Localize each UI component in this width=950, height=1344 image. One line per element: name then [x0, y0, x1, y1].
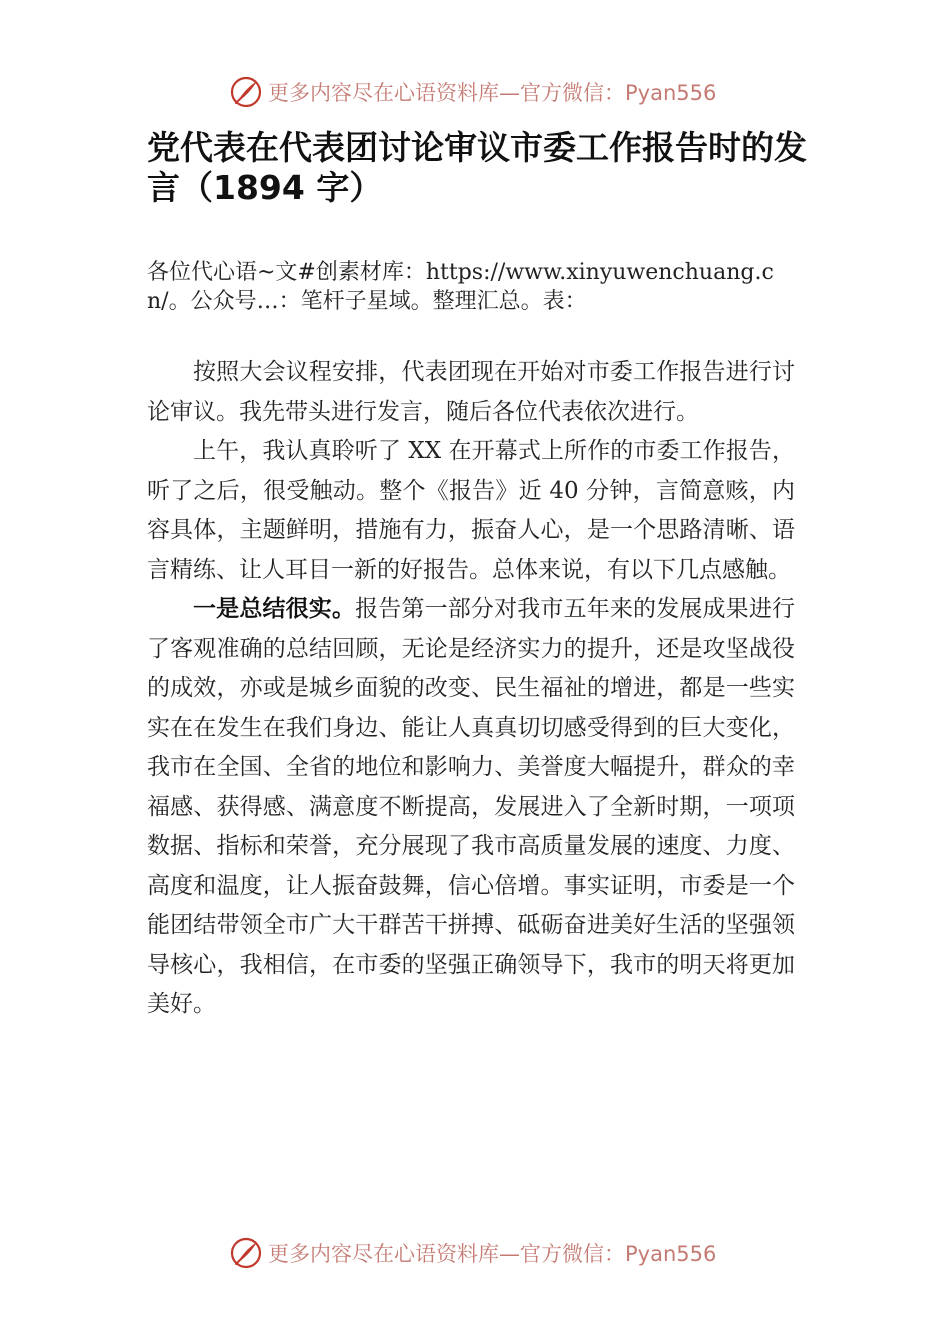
paragraph — [147, 353, 795, 432]
paragraph-text: 报告第一部分对我市五年来的发展成果进行了客观准确的总结回顾，无论是经济实力的提升，还是攻坚战役的成效，亦或是城乡面貌的改变、民生福祉的增进，都是一些实实在在发生在我们身边、能让人真真切切感受得到的巨大变化，我市在全国、全省的地位和影响力、美誉度大幅提升，群众的幸福感、获得感、满意度不断提高，发展进入了全新时期，一项项数据、指标和荣誉，充分展现了我市高质量发展的速度、力度、高度和温度，让人振奋鼓舞，信心倍增。事实证明，市委是一个能团结带领全市广大干群苦干拼搏、砥砺奋进美好生活的坚强领导核心，我相信，在市委的坚强正确领导下，我市的明天将更加美好。 — [147, 596, 796, 1017]
paragraph — [147, 590, 795, 1025]
source-line: 各位代心语~文#创素材库：https://www.xinyuwenchuang.cn/。公众号…：笔杆子星域。整理汇总。表： — [147, 260, 774, 314]
footer-banner — [228, 1233, 716, 1273]
paragraph — [147, 432, 795, 590]
document-body — [147, 353, 795, 1025]
paragraph-lead: 一是总结很实。 — [193, 596, 356, 622]
paragraph-text: 按照大会议程安排，代表团现在开始对市委工作报告进行讨论审议。我先带头进行发言，随后各位代表依次进行。 — [147, 359, 795, 425]
paragraph-text: 上午，我认真聆听了 XX 在开幕式上所作的市委工作报告，听了之后，很受触动。整个《报告》近 40 分钟，言简意赅，内容具体，主题鲜明，措施有力，振奋人心，是一个思路清晰、语言精练、让人耳目一新的好报告。总体来说，有以下几点感触。 — [147, 438, 795, 583]
banner-wechat-id: Pyan556 — [625, 81, 717, 105]
quill-pen-icon — [228, 1235, 264, 1271]
banner-text: 更多内容尽在心语资料库—官方微信：Pyan556 — [268, 81, 717, 105]
document-title: 党代表在代表团讨论审议市委工作报告时的发言（1894 字） — [147, 128, 807, 207]
quill-pen-icon — [228, 74, 264, 110]
banner-text: 更多内容尽在心语资料库—官方微信：Pyan556 — [268, 1242, 717, 1266]
header-banner — [228, 72, 716, 112]
banner-wechat-id: Pyan556 — [625, 1242, 717, 1266]
